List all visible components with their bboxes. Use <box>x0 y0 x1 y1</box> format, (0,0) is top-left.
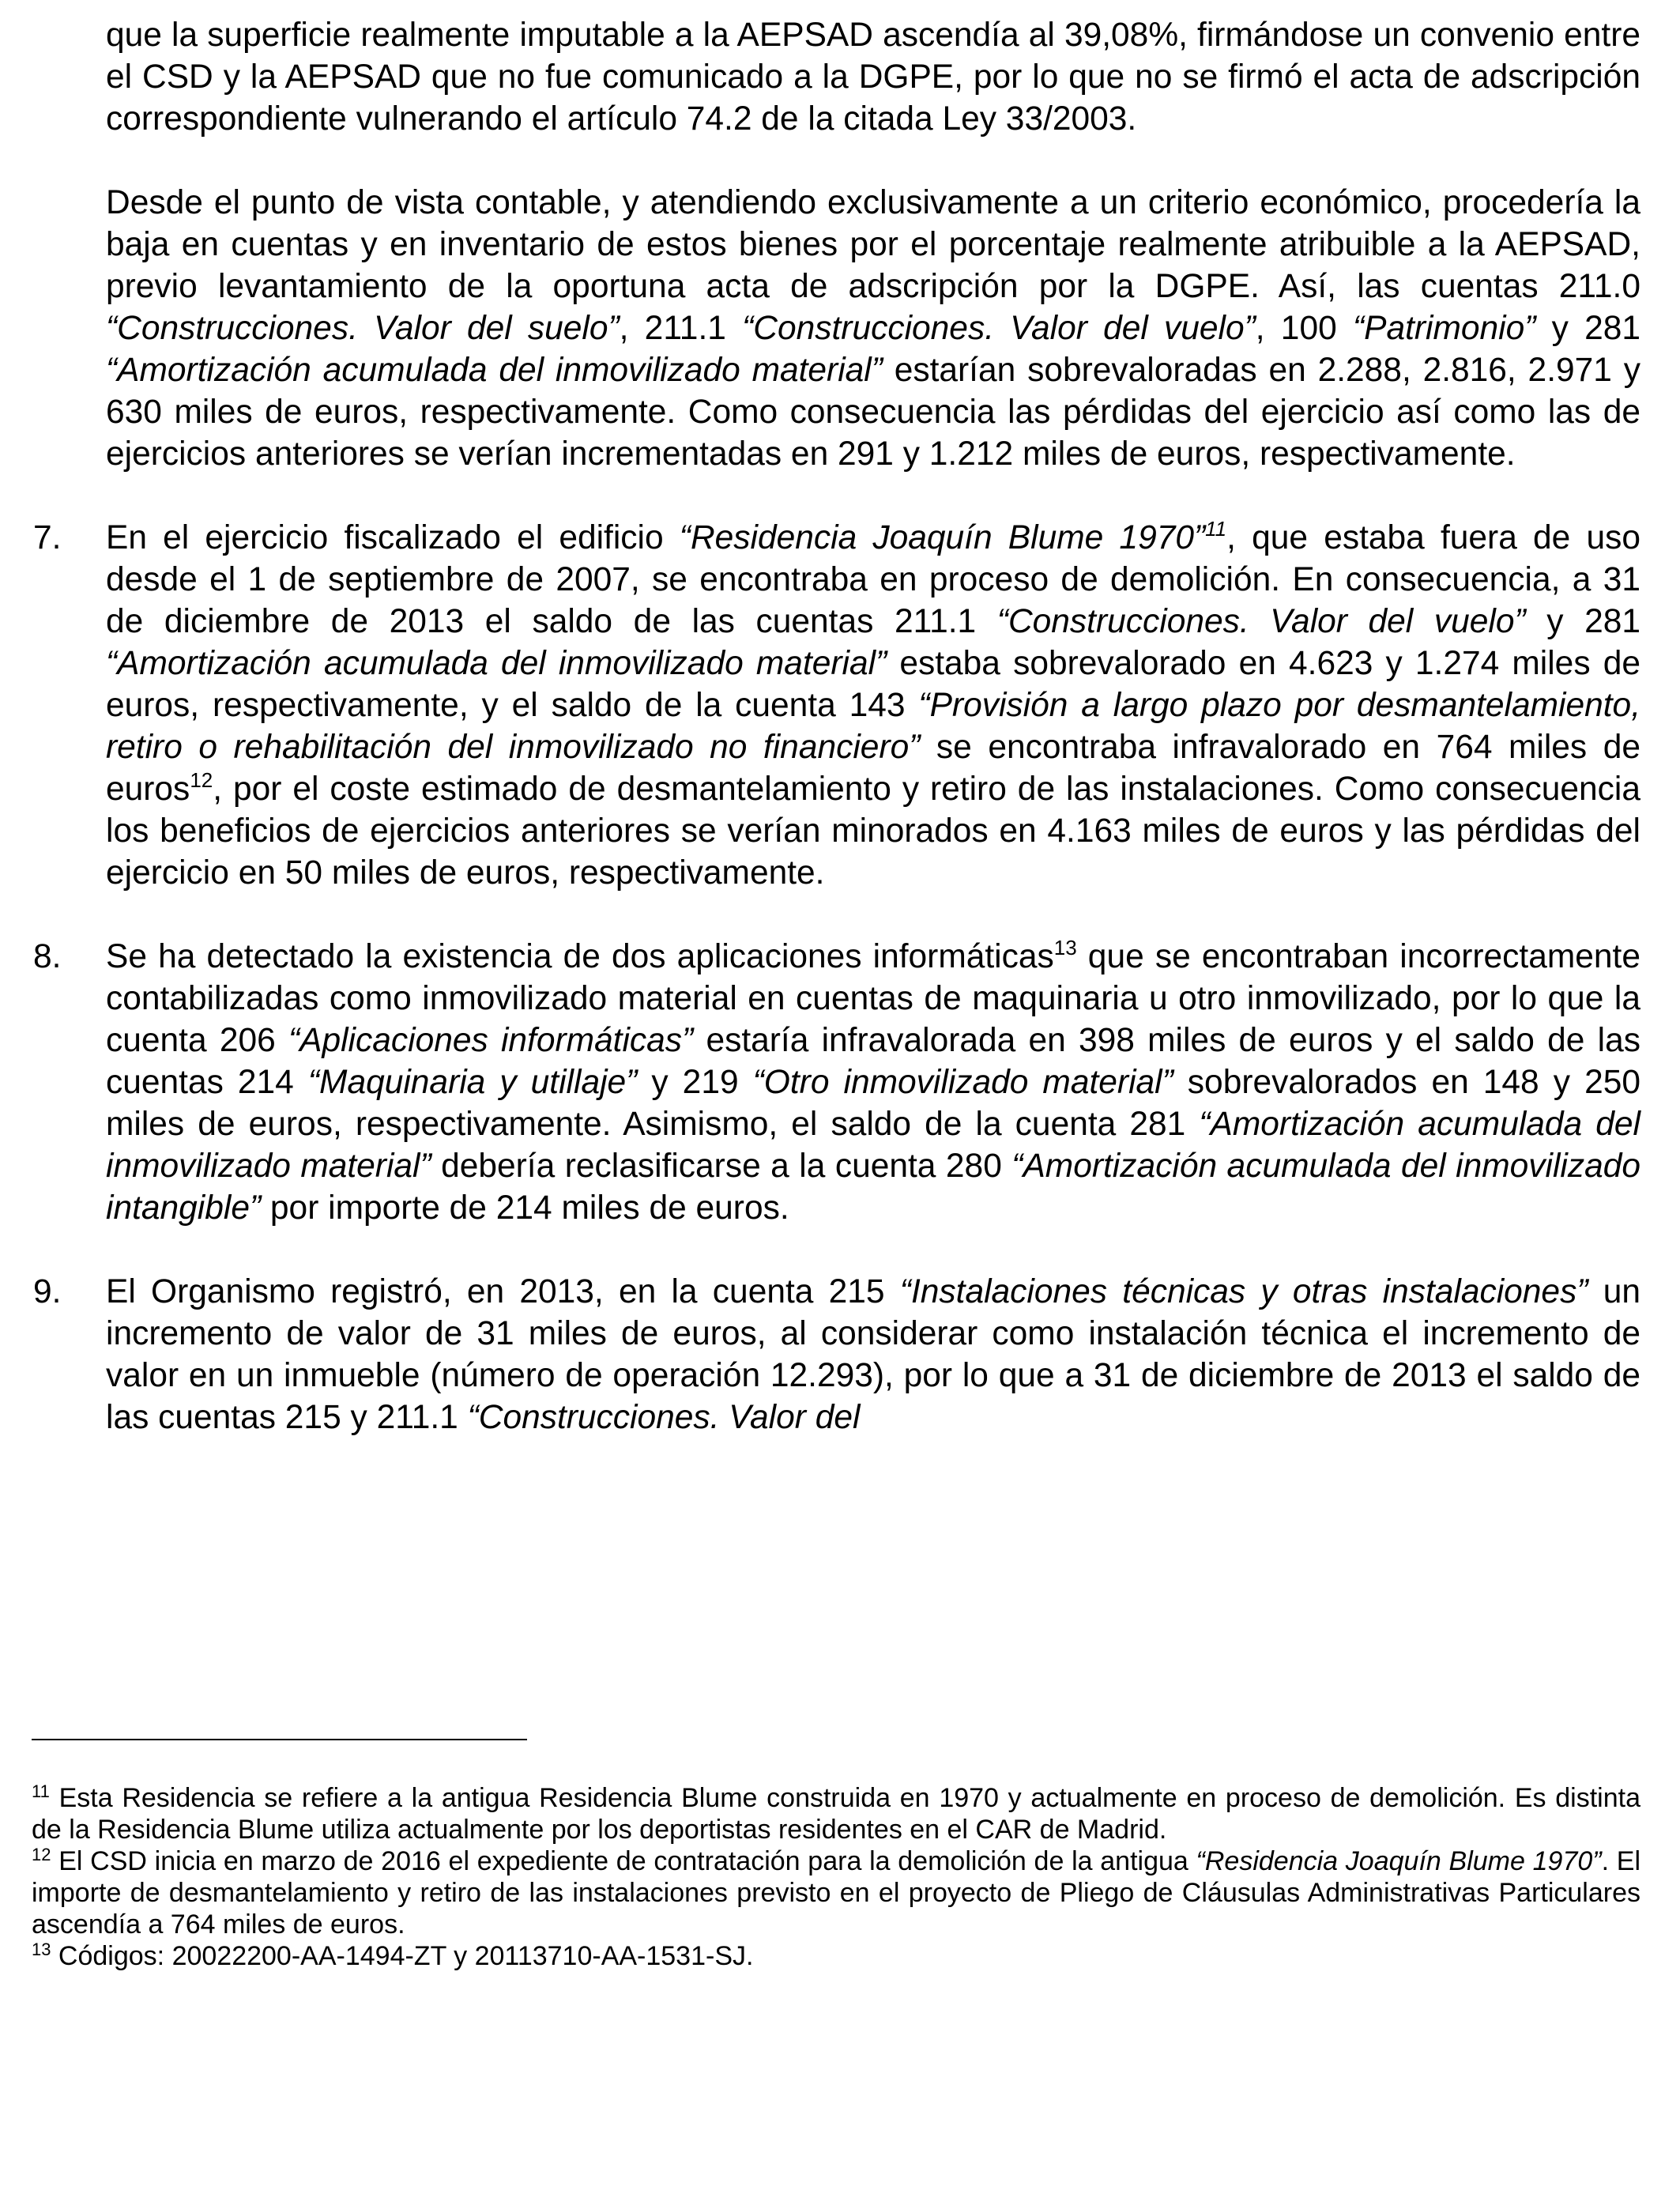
footnote-ref-13[interactable]: 13 <box>1053 936 1077 959</box>
footnote-separator <box>32 1739 527 1740</box>
accounting-paragraph: Desde el punto de vista contable, y atendiendo exclusivamente a un criterio económico, procedería la baja en cuentas y en inventario de estos bienes por el porcentaje realmente atribuible a la AEPSAD, previo levantamiento de la oportuna acta de adscripción por la DGPE. Así, las cuentas 211.0 “Construcciones. Valor del suelo”, 211.1 “Construcciones. Valor del vuelo”, 100 “Patrimonio” y 281 “Amortización acumulada del inmovilizado material” estarían sobrevaloradas en 2.288, 2.816, 2.971 y 630 miles de euros, respectivamente. Como consecuencia las pérdidas del ejercicio así como las de ejercicios anteriores se verían incrementadas en 291 y 1.212 miles de euros, respectivamente. <box>106 184 1641 473</box>
item-number: 9. <box>33 1273 62 1310</box>
list-item-7: 7. En el ejercicio fiscalizado el edificio “Residencia Joaquín Blume 1970”$^{11}$, que estaba fuera de uso desde el 1 de septiembre de 2007, se encontraba en proceso de demolición. En consecuencia, a 31 de diciembre de 2013 el saldo de las cuentas 211.1 “Construcciones. Valor del vuelo” y 281 “Amortización acumulada del inmovilizado material” estaba sobrevalorado en 4.623 y 1.274 miles de euros, respectivamente, y el saldo de la cuenta 143 “Provisión a largo plazo por desmantelamiento, retiro o rehabilitación del inmovilizado no financiero” se encontraba infravalorado en 764 miles de euros$^{12}$, por el coste estimado de desmantelamiento y retiro de las instalaciones. Como consecuencia los beneficios de ejercicios anteriores se verían minorados en 4.163 miles de euros y las pérdidas del ejercicio en 50 miles de euros, respectivamente. <box>33 517 1641 892</box>
footnote-12: $^{12}$ El CSD inicia en marzo de 2016 el expediente de contratación para la demolición de la antigua “Residencia Joaquín Blume 1970”. El importe de desmantelamiento y retiro de las instalaciones previsto en el proyecto de Pliego de Cláusulas Administrativas Particulares ascendía a 764 miles de euros. <box>32 1845 1640 1940</box>
list-item-9: 9. El Organismo registró, en 2013, en la cuenta 215 “Instalaciones técnicas y otras instalaciones” un incremento de valor de 31 miles de euros, al considerar como instalación técnica el incremento de valor en un inmueble (número de operación 12.293), por lo que a 31 de diciembre de 2013 el saldo de las cuentas 215 y 211.1 “Construcciones. Valor del <box>106 1271 1640 1438</box>
footnote-ref-11[interactable]: 11 <box>1205 517 1227 541</box>
list-item-8: 8. Se ha detectado la existencia de dos aplicaciones informáticas$^{13}$ que se encontraban incorrectamente contabilizadas como inmovilizado material en cuentas de maquinaria u otro inmovilizado, por lo que la cuenta 206 “Aplicaciones informáticas” estaría infravalorada en 398 miles de euros y el saldo de las cuentas 214 “Maquinaria y utillaje” y 219 “Otro inmovilizado material” sobrevalorados en 148 y 250 miles de euros, respectivamente. Asimismo, el saldo de la cuenta 281 “Amortización acumulada del inmovilizado material” debería reclasificarse a la cuenta 280 “Amortización acumulada del inmovilizado intangible” por importe de 214 miles de euros. <box>33 936 1640 1227</box>
document-body <box>33 14 1641 1438</box>
footnotes <box>32 1782 1640 1972</box>
footnote-11: $^{11}$ Esta Residencia se refiere a la antigua Residencia Blume construida en 1970 y actualmente en proceso de demolición. Es distinta de la Residencia Blume utiliza actualmente por los deportistas residentes en el CAR de Madrid. <box>32 1781 1640 1845</box>
item-number: 8. <box>33 938 62 975</box>
footnote-13: $^{13}$ Códigos: 20022200-AA-1494-ZT y 20113710-AA-1531-SJ. <box>32 1940 754 1971</box>
footnote-ref-12[interactable]: 12 <box>190 768 213 792</box>
continuation-paragraph: que la superficie realmente imputable a la AEPSAD ascendía al 39,08%, firmándose un convenio entre el CSD y la AEPSAD que no fue comunicado a la DGPE, por lo que no se firmó el acta de adscripción correspondiente vulnerando el artículo 74.2 de la citada Ley 33/2003. <box>106 17 1640 138</box>
item-number: 7. <box>33 519 62 556</box>
